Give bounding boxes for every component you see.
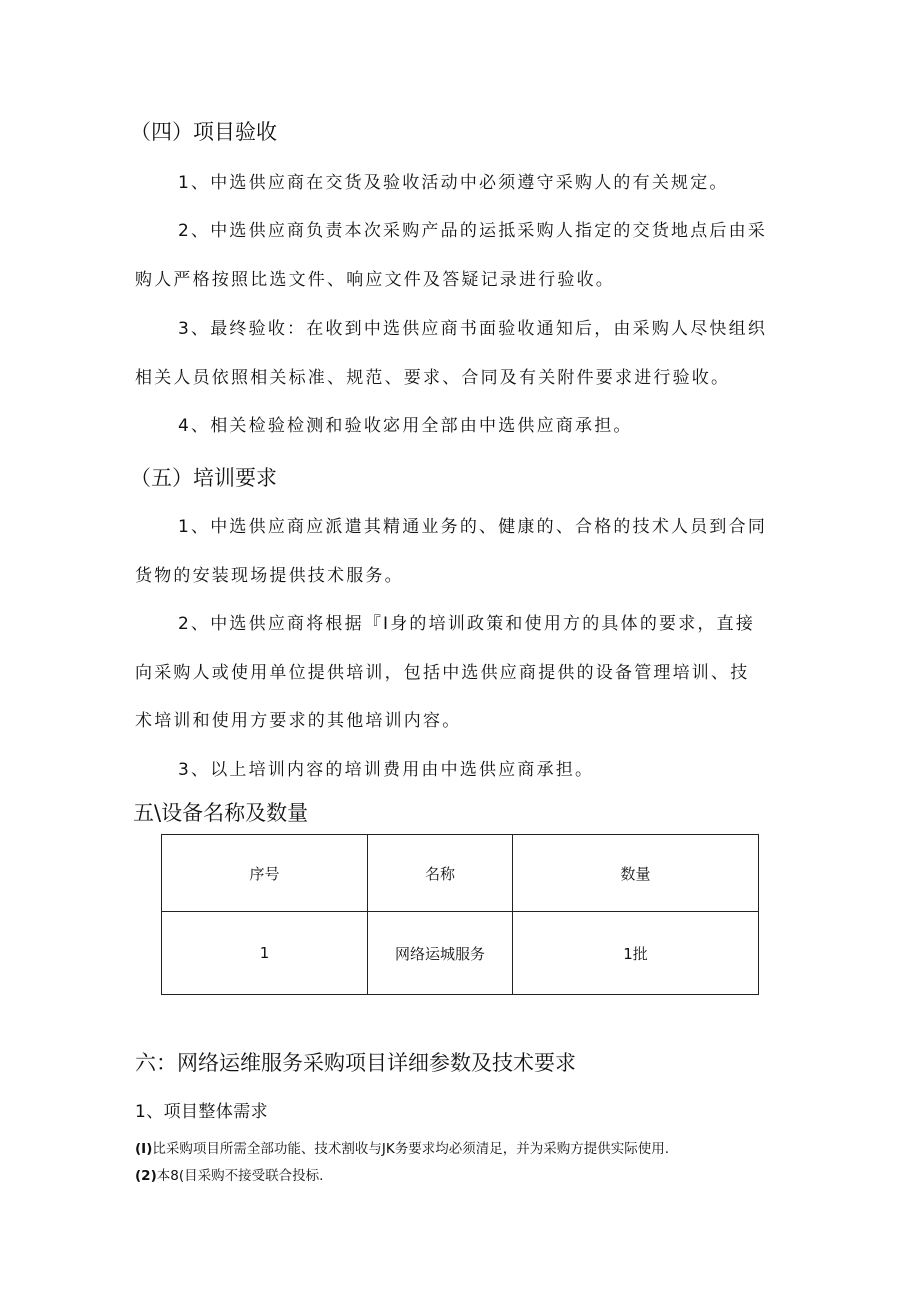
section5-paragraph-1-line-2: 货物的安装现场提供技术服务。 (135, 566, 404, 586)
item-2-marker: (2) (135, 1168, 157, 1184)
requirement-item-2 (135, 1164, 323, 1184)
header-index: 序号 (162, 835, 368, 912)
item-2-text: 本8(目采购不接受联合投标. (156, 1168, 324, 1184)
equipment-title: 五\设备名称及数量 (133, 801, 309, 825)
section4-paragraph-2-line-1: 2、中选供应商负责本次采购产品的运抵采购人指定的交货地点后由采 (178, 221, 768, 241)
section6-title: 六：网络运维服务采购项目详细参数及技术要求 (135, 1051, 576, 1075)
cell-name: 网络运城服务 (368, 912, 513, 995)
item-1-text: 比采购项目所需全部功能、技术割收与JK务要求均必须清足，并为采购方提供实际使用. (152, 1141, 669, 1157)
section5-paragraph-1-line-1: 1、中选供应商应派遣其精通业务的、健康的、合格的技术人员到合同 (178, 517, 768, 537)
section6-subtitle: 1、项目整体需求 (135, 1102, 269, 1122)
section4-paragraph-3-line-1: 3、最终验收：在收到中选供应商书面验收通知后，由采购人尽快组织 (178, 319, 768, 339)
cell-index: 1 (162, 912, 368, 995)
section5-paragraph-3: 3、以上培训内容的培训费用由中选供应商承担。 (178, 760, 595, 780)
equipment-table (161, 834, 759, 995)
cell-quantity: 1批 (513, 912, 759, 995)
section4-paragraph-4: 4、相关检验检测和验收宓用全部由中选供应商承担。 (178, 416, 633, 436)
section5-paragraph-2-line-3: 术培训和使用方要求的其他培训内容。 (135, 711, 462, 731)
section5-paragraph-2-line-2: 向采购人或使用单位提供培训，包括中选供应商提供的设备管理培训、技 (135, 663, 750, 683)
section5-paragraph-2-line-1: 2、中选供应商将根据『I身的培训政策和使用方的具体的要求，直接 (178, 614, 756, 634)
section4-paragraph-3-line-2: 相关人员依照相关标准、规范、要求、合同及有关附件要求进行验收。 (135, 368, 731, 388)
section5-title: （五）培训要求 (130, 466, 277, 490)
table-row (162, 912, 759, 995)
item-1-marker: (I) (135, 1141, 153, 1157)
section4-title: （四）项目验收 (130, 120, 277, 144)
table-header-row (162, 835, 759, 912)
header-name: 名称 (368, 835, 513, 912)
requirement-item-1 (135, 1137, 669, 1157)
header-quantity: 数量 (513, 835, 759, 912)
section4-paragraph-1: 1、中选供应商在交货及验收活动中必须遵守采购人的有关规定。 (178, 173, 729, 193)
section4-paragraph-2-line-2: 购人严格按照比选文件、响应文件及答疑记录进行验收。 (135, 270, 615, 290)
